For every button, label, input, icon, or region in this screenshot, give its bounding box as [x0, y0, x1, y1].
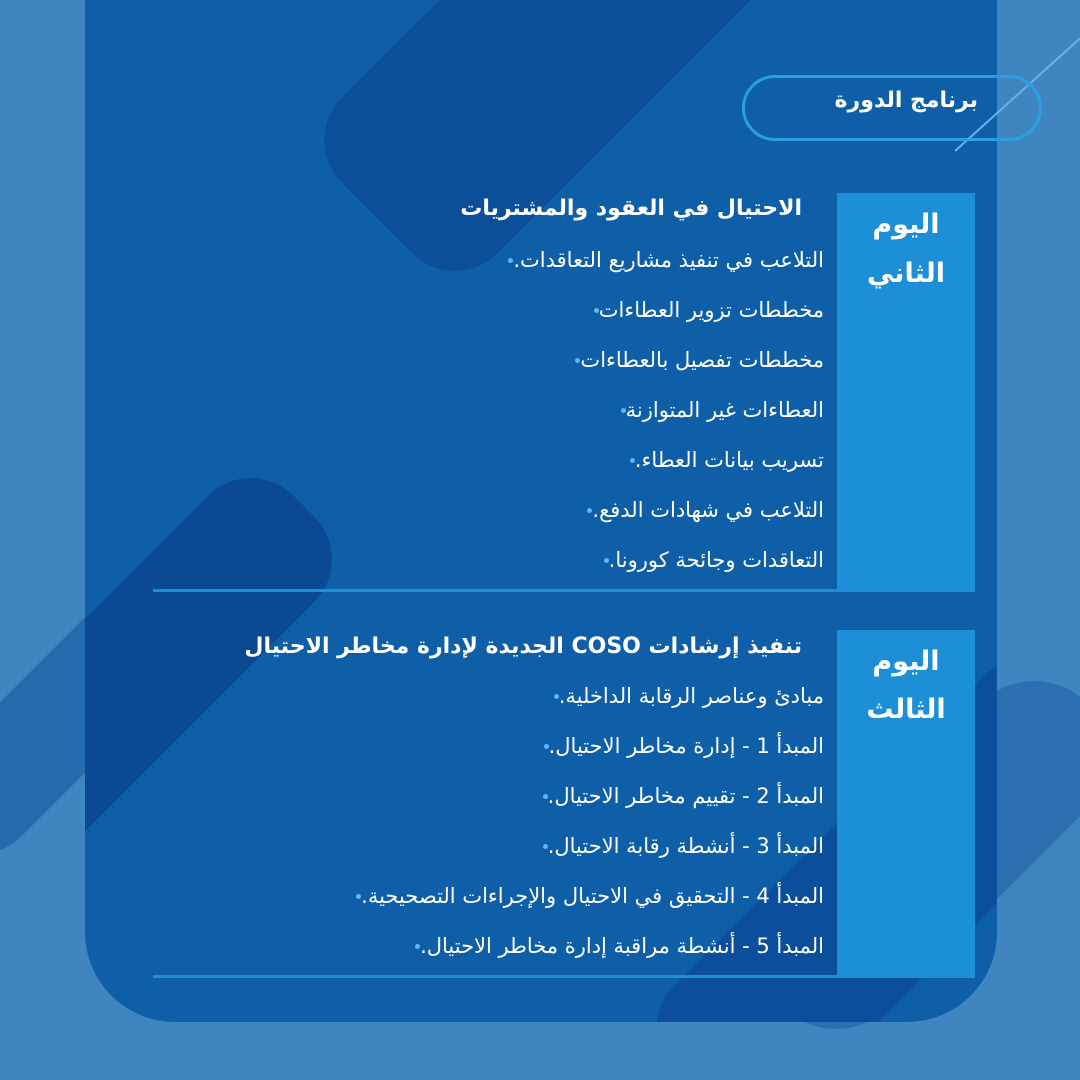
- section-divider: [153, 975, 975, 978]
- day3-list-item: مبادئ وعناصر الرقابة الداخلية.: [546, 684, 824, 708]
- day2-list-item: مخططات تفصيل بالعطاءات: [567, 348, 824, 372]
- day2-list-item: مخططات تزوير العطاءات: [586, 298, 824, 322]
- day2-label-line1: اليوم: [872, 209, 940, 240]
- day3-section-title: تنفيذ إرشادات COSO الجديدة لإدارة مخاطر الاحتيال: [244, 634, 802, 659]
- day2-list-item: تسريب بيانات العطاء.: [622, 448, 824, 472]
- page-title: برنامج الدورة: [834, 88, 978, 113]
- day2-label-line2: الثاني: [866, 258, 945, 289]
- day3-list-item: المبدأ 5 - أنشطة مراقبة إدارة مخاطر الاحتيال.: [407, 934, 824, 958]
- bullet-icon: [415, 944, 420, 949]
- bullet-icon: [630, 458, 635, 463]
- bullet-icon: [356, 894, 361, 899]
- day3-list-item: المبدأ 4 - التحقيق في الاحتيال والإجراءات التصحيحية.: [348, 884, 824, 908]
- bullet-icon: [544, 744, 549, 749]
- day2-section-title: الاحتيال في العقود والمشتريات: [460, 196, 802, 221]
- bullet-icon: [594, 308, 599, 313]
- bullet-icon: [587, 508, 592, 513]
- section-divider: [153, 589, 975, 592]
- bullet-icon: [621, 408, 626, 413]
- day2-list-item: التعاقدات وجائحة كورونا.: [596, 548, 824, 572]
- day2-list-item: التلاعب في تنفيذ مشاريع التعاقدات.: [500, 248, 824, 272]
- day3-list-item: المبدأ 1 - إدارة مخاطر الاحتيال.: [536, 734, 824, 758]
- day3-list-item: المبدأ 3 - أنشطة رقابة الاحتيال.: [535, 834, 824, 858]
- bullet-icon: [543, 844, 548, 849]
- bullet-icon: [508, 258, 513, 263]
- day2-list-item: العطاءات غير المتوازنة: [613, 398, 824, 422]
- day3-label-line2: الثالث: [866, 694, 946, 725]
- day2-list-item: التلاعب في شهادات الدفع.: [579, 498, 824, 522]
- bullet-icon: [604, 558, 609, 563]
- decorative-stripe: [85, 453, 357, 927]
- day3-label-line1: اليوم: [872, 646, 940, 677]
- bullet-icon: [554, 694, 559, 699]
- bullet-icon: [543, 794, 548, 799]
- day3-list-item: المبدأ 2 - تقييم مخاطر الاحتيال.: [535, 784, 824, 808]
